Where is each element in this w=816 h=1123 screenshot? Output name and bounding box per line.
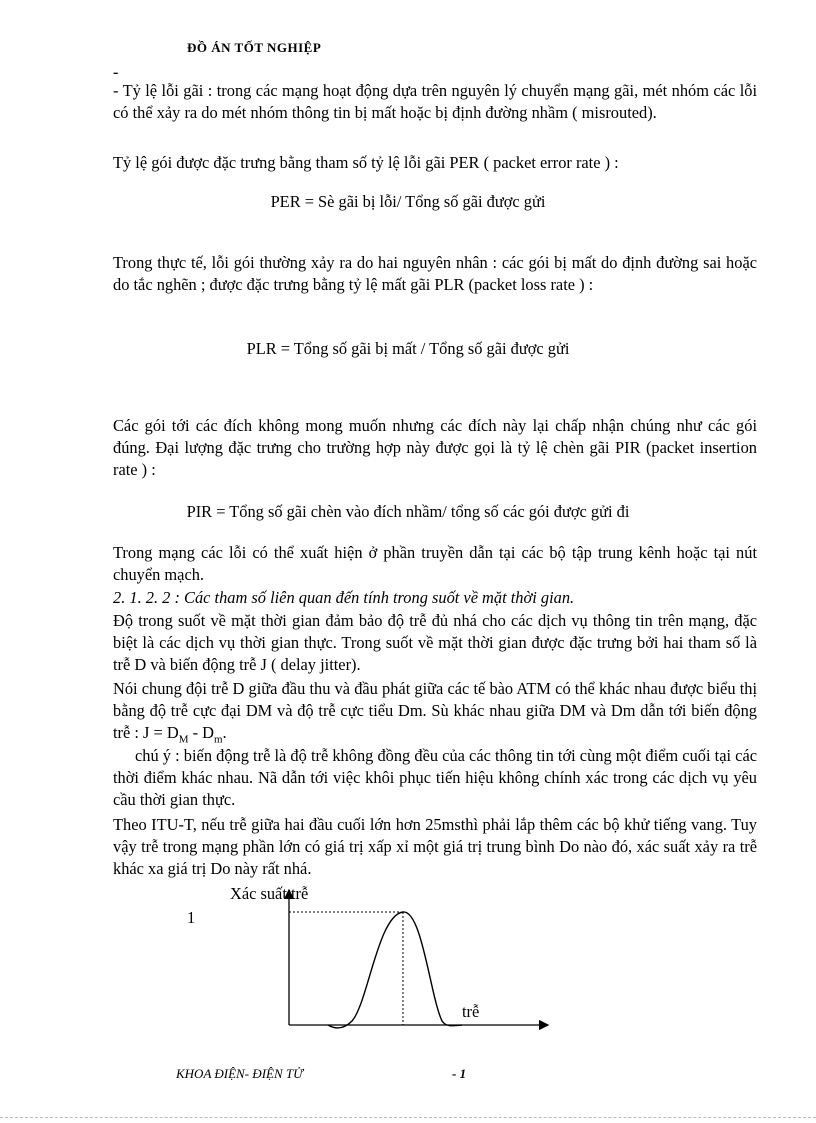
subscript-m: m	[213, 733, 223, 746]
paragraph-pir-intro: Các gói tới các đích không mong muốn nhưng các đích này lại chấp nhận chúng như các gói đúng. Đại lượng đặc trưng cho trường hợp này được gọi là tỷ lệ chèn gãi PIR (packet insertion rate ) :	[113, 416, 757, 479]
delay-jitter-end: .	[222, 723, 227, 742]
delay-probability-figure	[270, 885, 560, 1035]
formula-per: PER = Sè gãi bị lỗi/ Tổng số gãi được gửi	[270, 192, 546, 211]
formula-plr: PLR = Tổng số gãi bị mất / Tổng số gãi được gửi	[246, 339, 570, 358]
formula-pir: PIR = Tổng số gãi chèn vào đích nhầm/ tổng số các gói được gửi đi	[186, 502, 630, 521]
delay-jitter-minus: - D	[188, 723, 214, 742]
paragraph-packet-error: - Tỷ lệ lỗi gãi : trong các mạng hoạt động dựa trên nguyên lý chuyển mạng gãi, mét nhóm các lỗi có thể xảy ra do mét nhóm thông tin bị mất hoặc bị định đường nhầm ( misrouted).	[113, 81, 757, 122]
footer-department: KHOA ĐIỆN- ĐIỆN TỬ	[176, 1066, 303, 1081]
bullet-dash: -	[113, 64, 119, 81]
paragraph-error-location: Trong mạng các lỗi có thể xuất hiện ở phần truyền dẫn tại các bộ tập trung kênh hoặc tại nút chuyển mạch.	[113, 543, 757, 584]
paragraph-itu-t: Theo ITU-T, nếu trễ giữa hai đầu cuối lớn hơn 25msthì phải lắp thêm các bộ khử tiếng vang. Tuy vậy trễ trong mạng phần lớn có giá trị xấp xỉ một giá trị trung bình Do nào đó, xác suất xảy ra trễ khác xa giá trị Do này rất nhá.	[113, 815, 757, 878]
delay-jitter-text: Nói chung đội trễ D giữa đầu thu và đầu phát giữa các tế bào ATM có thể khác nhau được biểu thị bằng độ trễ cực đại DM và độ trễ cực tiểu Dm. Sù khác nhau giữa DM và Dm dẫn tới biến động trễ : J = D	[113, 679, 757, 742]
figure-y-axis-label: Xác suất trễ	[230, 884, 309, 903]
section-subheading: 2. 1. 2. 2 : Các tham số liên quan đến tính trong suốt về mặt thời gian.	[113, 588, 575, 607]
paragraph-time-transparency: Độ trong suốt về mặt thời gian đảm bảo độ trễ đủ nhá cho các dịch vụ thông tin trên mạng, đặc biệt là các dịch vụ thời gian thực. Trong suốt về mặt thời gian được đặc trưng bởi hai tham số là trễ D và biến động trễ J ( delay jitter).	[113, 611, 757, 674]
paragraph-note: chú ý : biến động trễ là độ trễ không đồng đều của các thông tin tới cùng một điểm cuối tại các thời điểm khác nhau. Nã dẫn tới việc khôi phục tiến hiệu không chính xác trong các dịch vụ yêu cầu thời gian thực.	[113, 746, 757, 809]
document-header: ĐỒ ÁN TỐT NGHIỆP	[187, 40, 322, 55]
figure-delay-curve	[328, 912, 462, 1028]
paragraph-plr-intro: Trong thực tế, lỗi gói thường xảy ra do hai nguyên nhân : các gói bị mất do định đường sai hoặc do tắc nghẽn ; được đặc trưng bằng tỷ lệ mất gãi PLR (packet loss rate ) :	[113, 253, 757, 294]
figure-x-axis-label: trễ	[462, 1002, 480, 1021]
figure-y-tick-label: 1	[187, 908, 196, 927]
footer-page-number: - 1	[452, 1066, 467, 1081]
page-bottom-rule	[0, 1117, 816, 1118]
subscript-M: M	[178, 733, 189, 746]
paragraph-per-intro: Tỷ lệ gói được đặc trưng bằng tham số tỷ lệ lỗi gãi PER ( packet error rate ) :	[113, 153, 619, 172]
paragraph-delay-jitter	[113, 678, 757, 750]
